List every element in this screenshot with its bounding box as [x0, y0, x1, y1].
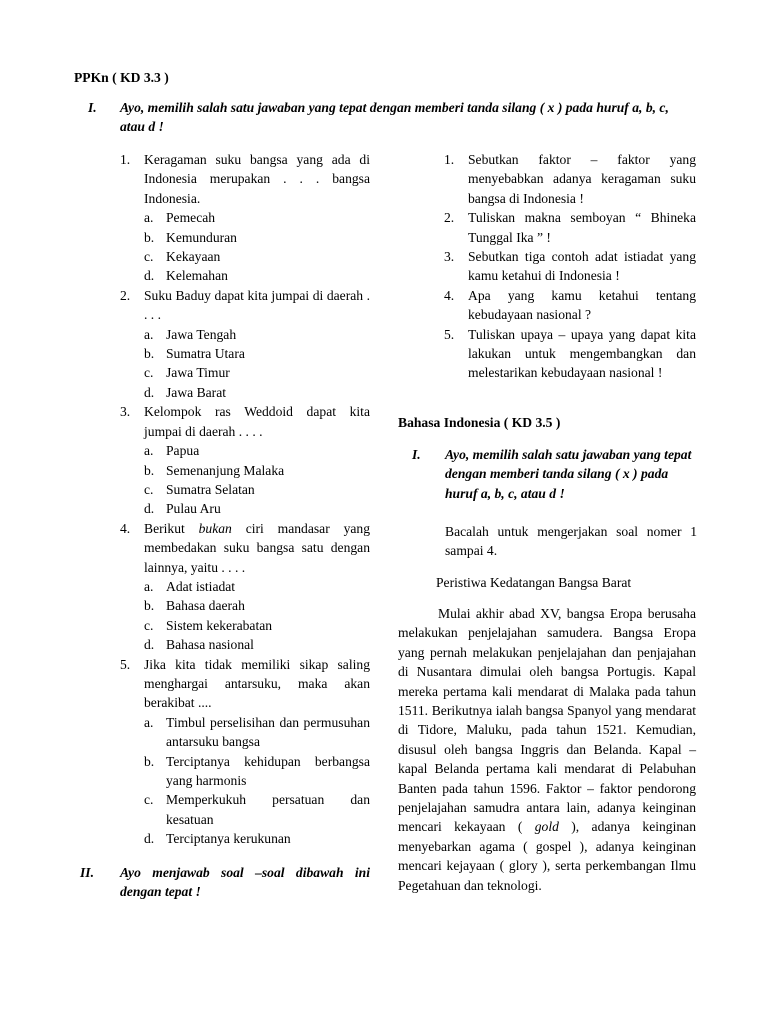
- option-text: Pulau Aru: [166, 501, 221, 517]
- question-number: 4.: [120, 520, 131, 536]
- option-text: Kekayaan: [166, 249, 221, 265]
- option-a[interactable]: [144, 577, 370, 596]
- essay-question-3: [444, 247, 696, 286]
- section-1-instruction: Ayo, memilih salah satu jawaban yang tepat dengan memberi tanda silang ( x ) pada huruf a, b, c, atau d !: [120, 100, 669, 135]
- mc-question-3: [120, 402, 370, 518]
- paragraph-italic: gold: [534, 819, 559, 835]
- option-d[interactable]: [144, 499, 370, 518]
- option-label: c.: [144, 617, 154, 633]
- option-d[interactable]: [144, 829, 370, 848]
- option-c[interactable]: [144, 790, 370, 829]
- mc-question-4: [120, 519, 370, 655]
- option-text: Timbul perselisihan dan permusuhan antarsuku bangsa: [166, 714, 370, 750]
- option-text: Memperkukuh persatuan dan kesatuan: [166, 792, 370, 827]
- question-text: Jika kita tidak memiliki sikap saling menghargai antarsuku, maka akan berakibat ....: [144, 656, 370, 711]
- essay-question-5: [444, 325, 696, 383]
- paragraph-part-1: Mulai akhir abad XV, bangsa Eropa berusaha melakukan penjelajahan samudera. Bangsa Eropa yang pernah melakukan penjelajahan dan penjajahan di Nusantara dimulai oleh bangsa Portugis. Kapal mereka pertama kali mendarat di Malaka pada tahun 1511. Berikutnya ialah bangsa Spanyol yang mendarat di Tidore, Maluku, pada tahun 1521. Kemudian, disusul oleh bangsa Inggris dan Belanda. Kapal – kapal Belanda pertama kali mendarat di Pelabuhan Banten pada tahun 1596. Faktor – faktor pendorong penjelajahan samudra antara lain, adanya keinginan mencari kekayaan (: [398, 606, 696, 835]
- option-c[interactable]: [144, 363, 370, 382]
- subject-title: PPKn ( KD 3.3 ): [74, 70, 169, 85]
- bahasa-section-numeral: I.: [412, 447, 421, 462]
- question-number: 1.: [120, 152, 131, 167]
- mc-question-5: [120, 655, 370, 849]
- bahasa-title: Bahasa Indonesia ( KD 3.5 ): [398, 415, 561, 430]
- question-text: Keragaman suku bangsa yang ada di Indonesia merupakan . . . bangsa Indonesia.: [144, 152, 370, 206]
- essay-question-4: [444, 286, 696, 325]
- option-label: a.: [144, 210, 154, 226]
- option-label: a.: [144, 578, 154, 594]
- question-text: Sebutkan tiga contoh adat istiadat yang kamu ketahui di Indonesia !: [468, 249, 696, 284]
- option-label: c.: [144, 481, 154, 497]
- option-a[interactable]: [144, 713, 370, 752]
- option-text: Semenanjung Malaka: [166, 462, 285, 478]
- option-label: b.: [144, 346, 155, 362]
- question-text: Apa yang kamu ketahui tentang kebudayaan nasional ?: [468, 287, 696, 323]
- option-text: Sistem kekerabatan: [166, 617, 273, 633]
- option-a[interactable]: [144, 325, 370, 344]
- option-c[interactable]: [144, 616, 370, 635]
- question-text: Sebutkan faktor – faktor yang menyebabkan adanya keragaman suku bangsa di Indonesia !: [468, 152, 696, 206]
- essay-question-list: [444, 150, 696, 383]
- option-text: Adat istiadat: [166, 578, 236, 594]
- option-text: Kemunduran: [166, 229, 237, 245]
- essay-question-1: [444, 150, 696, 208]
- option-d[interactable]: [144, 383, 370, 402]
- option-label: a.: [144, 443, 154, 459]
- option-b[interactable]: [144, 752, 370, 791]
- mc-question-list: [120, 150, 370, 849]
- option-text: Papua: [166, 443, 200, 459]
- paragraph-part-2: ), adanya keinginan menyebarkan agama ( gospel ), adanya keinginan mencari kejayaan ( glory ), serta perkembangan Ilmu Pegetahuan dan teknologi.: [398, 819, 696, 893]
- question-text: Kelompok ras Weddoid dapat kita jumpai di daerah . . . .: [144, 404, 370, 439]
- option-text: Pemecah: [166, 210, 216, 226]
- option-label: d.: [144, 831, 155, 847]
- section-1-numeral: I.: [88, 100, 97, 115]
- option-d[interactable]: [144, 635, 370, 654]
- question-text: Tuliskan upaya – upaya yang dapat kita lakukan untuk mengembangkan dan melestarikan kebudayaan nasional !: [468, 326, 696, 381]
- section-2-instruction: Ayo menjawab soal –soal dibawah ini dengan tepat !: [120, 865, 370, 900]
- option-label: b.: [144, 462, 155, 478]
- option-text: Jawa Barat: [166, 384, 227, 400]
- option-label: d.: [144, 637, 155, 653]
- option-text: Bahasa daerah: [166, 598, 245, 614]
- option-label: c.: [144, 249, 154, 265]
- option-c[interactable]: [144, 247, 370, 266]
- option-label: a.: [144, 326, 154, 342]
- option-label: b.: [144, 598, 155, 614]
- option-a[interactable]: [144, 441, 370, 460]
- option-label: d.: [144, 501, 155, 517]
- option-text: Jawa Tengah: [166, 326, 237, 342]
- option-text: Kelemahan: [166, 268, 228, 284]
- story-paragraph: [398, 604, 696, 895]
- section-2-numeral: II.: [80, 865, 94, 880]
- question-text-after: ciri mandasar yang membedakan suku bangsa satu dengan lainnya, yaitu . . . .: [144, 520, 370, 575]
- option-text: Sumatra Utara: [166, 346, 245, 362]
- option-text: Terciptanya kehidupan berbangsa yang harmonis: [166, 753, 370, 788]
- question-number: 1.: [444, 152, 455, 167]
- option-b[interactable]: [144, 344, 370, 363]
- option-b[interactable]: [144, 461, 370, 480]
- option-text: Terciptanya kerukunan: [166, 831, 291, 847]
- option-b[interactable]: [144, 228, 370, 247]
- question-number: 4.: [444, 287, 455, 303]
- option-text: Bahasa nasional: [166, 637, 254, 653]
- option-d[interactable]: [144, 266, 370, 285]
- option-label: b.: [144, 229, 155, 245]
- option-label: c.: [144, 365, 154, 381]
- question-number: 5.: [444, 326, 455, 342]
- option-text: Jawa Timur: [166, 365, 230, 381]
- option-label: b.: [144, 753, 155, 769]
- mc-question-2: [120, 286, 370, 402]
- question-text-before: Berikut: [144, 520, 199, 536]
- option-c[interactable]: [144, 480, 370, 499]
- option-label: d.: [144, 384, 155, 400]
- bahasa-instruction: Ayo, memilih salah satu jawaban yang tepat dengan memberi tanda silang ( x ) pada huruf a, b, c, atau d !: [445, 447, 692, 501]
- story-title: Peristiwa Kedatangan Bangsa Barat: [436, 575, 632, 590]
- question-number: 3.: [444, 249, 455, 265]
- question-number: 5.: [120, 656, 131, 672]
- question-text: Suku Baduy dapat kita jumpai di daerah . . . .: [144, 287, 370, 323]
- question-text: Tuliskan makna semboyan “ Bhineka Tunggal Ika ” !: [468, 210, 696, 245]
- option-a[interactable]: [144, 208, 370, 227]
- question-text: [144, 519, 370, 577]
- question-text-italic: bukan: [198, 520, 232, 536]
- question-number: 2.: [444, 210, 455, 226]
- essay-question-2: [444, 208, 696, 247]
- option-label: a.: [144, 714, 154, 730]
- option-b[interactable]: [144, 596, 370, 615]
- question-number: 2.: [120, 287, 131, 303]
- question-number: 3.: [120, 404, 131, 420]
- reading-note: Bacalah untuk mengerjakan soal nomer 1 sampai 4.: [445, 524, 697, 559]
- option-label: c.: [144, 792, 154, 808]
- option-text: Sumatra Selatan: [166, 481, 255, 497]
- option-label: d.: [144, 268, 155, 284]
- mc-question-1: [120, 150, 370, 286]
